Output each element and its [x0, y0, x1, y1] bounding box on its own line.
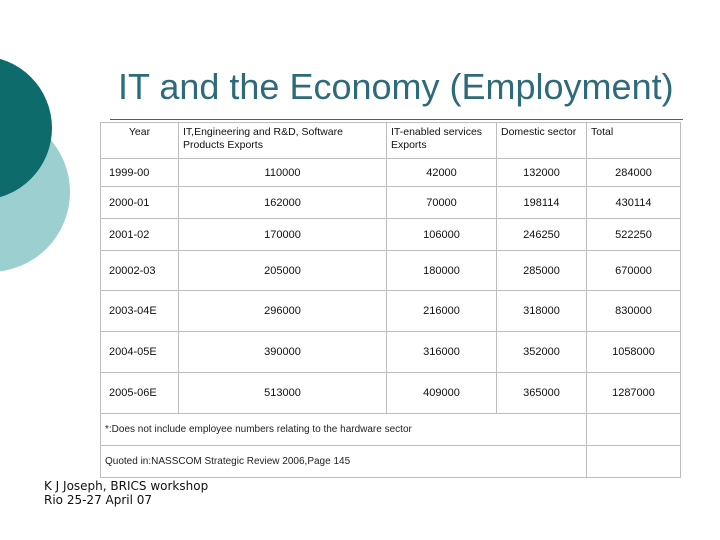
table-row	[101, 251, 681, 291]
year-cell: 2004-05E	[101, 332, 179, 373]
header-year: Year	[101, 123, 179, 159]
it-exports-cell: 170000	[179, 219, 387, 251]
slide-title: IT and the Economy (Employment)	[118, 66, 674, 107]
total-cell: 522250	[587, 219, 681, 251]
title-divider	[110, 119, 683, 120]
ites-cell: 216000	[387, 291, 497, 332]
domestic-cell: 352000	[497, 332, 587, 373]
year-cell: 1999-00	[101, 159, 179, 187]
note-exclusion: *:Does not include employee numbers relating to the hardware sector	[101, 414, 587, 446]
it-exports-cell: 390000	[179, 332, 387, 373]
it-exports-cell: 296000	[179, 291, 387, 332]
total-cell: 830000	[587, 291, 681, 332]
it-exports-cell: 513000	[179, 373, 387, 414]
table-row	[101, 187, 681, 219]
empty-cell	[587, 414, 681, 446]
domestic-cell: 365000	[497, 373, 587, 414]
ites-cell: 70000	[387, 187, 497, 219]
total-cell: 670000	[587, 251, 681, 291]
table-row	[101, 291, 681, 332]
year-cell: 2005-06E	[101, 373, 179, 414]
table-note-row	[101, 414, 681, 446]
domestic-cell: 285000	[497, 251, 587, 291]
ites-cell: 42000	[387, 159, 497, 187]
total-cell: 284000	[587, 159, 681, 187]
table-note-row	[101, 446, 681, 478]
table-row	[101, 373, 681, 414]
year-cell: 2003-04E	[101, 291, 179, 332]
total-cell: 1058000	[587, 332, 681, 373]
domestic-cell: 318000	[497, 291, 587, 332]
table-row	[101, 159, 681, 187]
header-it-engineering-exports: IT,Engineering and R&D, Software Products Exports	[179, 123, 387, 159]
table-row	[101, 219, 681, 251]
it-exports-cell: 110000	[179, 159, 387, 187]
ites-cell: 316000	[387, 332, 497, 373]
table-header-row	[101, 123, 681, 159]
year-cell: 20002-03	[101, 251, 179, 291]
domestic-cell: 246250	[497, 219, 587, 251]
empty-cell	[587, 446, 681, 478]
domestic-cell: 198114	[497, 187, 587, 219]
it-exports-cell: 162000	[179, 187, 387, 219]
header-total: Total	[587, 123, 681, 159]
table-row	[101, 332, 681, 373]
ites-cell: 106000	[387, 219, 497, 251]
header-domestic-sector: Domestic sector	[497, 123, 587, 159]
domestic-cell: 132000	[497, 159, 587, 187]
total-cell: 430114	[587, 187, 681, 219]
footer-author: K J Joseph, BRICS workshop Rio 25-27 April 07	[44, 479, 209, 507]
total-cell: 1287000	[587, 373, 681, 414]
it-exports-cell: 205000	[179, 251, 387, 291]
header-ites-exports: IT-enabled services Exports	[387, 123, 497, 159]
ites-cell: 180000	[387, 251, 497, 291]
year-cell: 2001-02	[101, 219, 179, 251]
note-source: Quoted in:NASSCOM Strategic Review 2006,Page 145	[101, 446, 587, 478]
year-cell: 2000-01	[101, 187, 179, 219]
employment-table	[100, 122, 681, 478]
ites-cell: 409000	[387, 373, 497, 414]
